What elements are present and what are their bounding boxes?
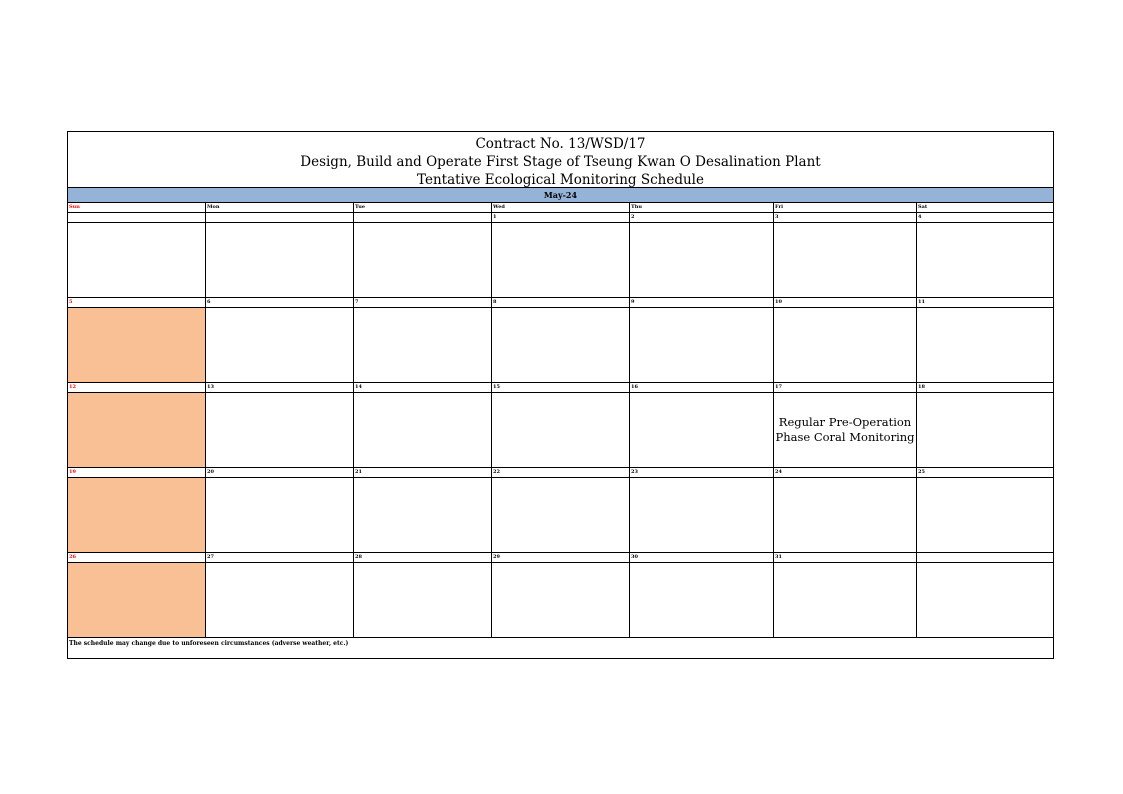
date-number <box>68 213 206 222</box>
week-date-row <box>68 383 1053 393</box>
date-number: 28 <box>354 553 492 562</box>
day-cell <box>917 393 1053 467</box>
week-body-row <box>68 563 1053 638</box>
day-cell <box>774 308 917 382</box>
date-number: 19 <box>68 468 206 477</box>
date-number: 6 <box>206 298 354 307</box>
project-title: Design, Build and Operate First Stage of Tseung Kwan O Desalination Plant <box>300 154 821 170</box>
date-number: 21 <box>354 468 492 477</box>
day-cell <box>206 308 354 382</box>
date-number: 11 <box>918 299 925 305</box>
date-number: 7 <box>354 298 492 307</box>
date-number: 26 <box>68 553 206 562</box>
week-body-row <box>68 223 1053 298</box>
weekday-sun: Sun <box>68 203 206 212</box>
day-cell <box>68 393 206 467</box>
day-cell <box>354 393 492 467</box>
week-date-row <box>68 213 1053 223</box>
week-body-row <box>68 393 1053 468</box>
day-cell <box>354 563 492 637</box>
month-label: May-24 <box>68 188 1053 203</box>
date-number: 4 <box>918 214 922 220</box>
day-cell <box>354 223 492 297</box>
day-cell <box>630 308 774 382</box>
day-cell <box>492 478 630 552</box>
date-number: 17 <box>774 383 917 392</box>
date-number <box>206 213 354 222</box>
day-cell <box>917 563 1053 637</box>
day-cell <box>206 478 354 552</box>
day-cell <box>68 308 206 382</box>
date-number: 15 <box>492 383 630 392</box>
schedule-sheet <box>67 131 1054 659</box>
week-body-row <box>68 308 1053 383</box>
week-date-row <box>68 553 1053 563</box>
date-number: 22 <box>492 468 630 477</box>
day-cell <box>68 478 206 552</box>
day-cell <box>917 223 1053 297</box>
day-cell <box>354 478 492 552</box>
schedule-header <box>68 132 1053 188</box>
day-cell <box>354 308 492 382</box>
day-cell <box>492 308 630 382</box>
day-cell <box>206 393 354 467</box>
event-label: Regular Pre-Operation Phase Coral Monitoring <box>775 415 915 444</box>
date-number: 5 <box>68 298 206 307</box>
contract-number: Contract No. 13/WSD/17 <box>475 136 646 152</box>
date-number: 18 <box>918 384 925 390</box>
date-number: 2 <box>630 213 774 222</box>
day-cell <box>206 563 354 637</box>
week-date-row <box>68 298 1053 308</box>
date-number: 9 <box>630 298 774 307</box>
footer-note: The schedule may change due to unforeseen circumstances (adverse weather, etc.) <box>69 640 349 647</box>
calendar-grid <box>68 203 1053 638</box>
weekday-thu: Thu <box>630 203 774 212</box>
day-cell <box>917 478 1053 552</box>
day-cell <box>774 393 917 467</box>
week-date-row <box>68 468 1053 478</box>
date-number: 27 <box>206 553 354 562</box>
date-number: 16 <box>630 383 774 392</box>
date-number <box>917 553 1053 562</box>
week-body-row <box>68 478 1053 553</box>
weekday-sat: Sat <box>918 204 928 210</box>
day-cell <box>630 223 774 297</box>
day-cell <box>630 393 774 467</box>
date-number: 30 <box>630 553 774 562</box>
day-cell <box>68 223 206 297</box>
day-cell <box>630 478 774 552</box>
weekday-wed: Wed <box>492 203 630 212</box>
date-number: 20 <box>206 468 354 477</box>
date-number: 3 <box>774 213 917 222</box>
day-cell <box>68 563 206 637</box>
day-cell <box>206 223 354 297</box>
date-number: 10 <box>774 298 917 307</box>
date-number: 12 <box>68 383 206 392</box>
schedule-title: Tentative Ecological Monitoring Schedule <box>417 172 704 188</box>
weekday-mon: Mon <box>206 203 354 212</box>
day-cell <box>774 563 917 637</box>
date-number: 29 <box>492 553 630 562</box>
date-number: 8 <box>492 298 630 307</box>
weekday-header-row <box>68 203 1053 213</box>
day-cell <box>630 563 774 637</box>
weekday-tue: Tue <box>354 203 492 212</box>
date-number <box>354 213 492 222</box>
day-cell <box>917 308 1053 382</box>
day-cell <box>492 393 630 467</box>
date-number: 24 <box>774 468 917 477</box>
day-cell <box>774 223 917 297</box>
date-number: 31 <box>774 553 917 562</box>
weekday-fri: Fri <box>774 203 917 212</box>
date-number: 1 <box>492 213 630 222</box>
day-cell <box>774 478 917 552</box>
date-number: 14 <box>354 383 492 392</box>
date-number: 25 <box>918 469 925 475</box>
day-cell <box>492 563 630 637</box>
date-number: 13 <box>206 383 354 392</box>
day-cell <box>492 223 630 297</box>
date-number: 23 <box>630 468 774 477</box>
